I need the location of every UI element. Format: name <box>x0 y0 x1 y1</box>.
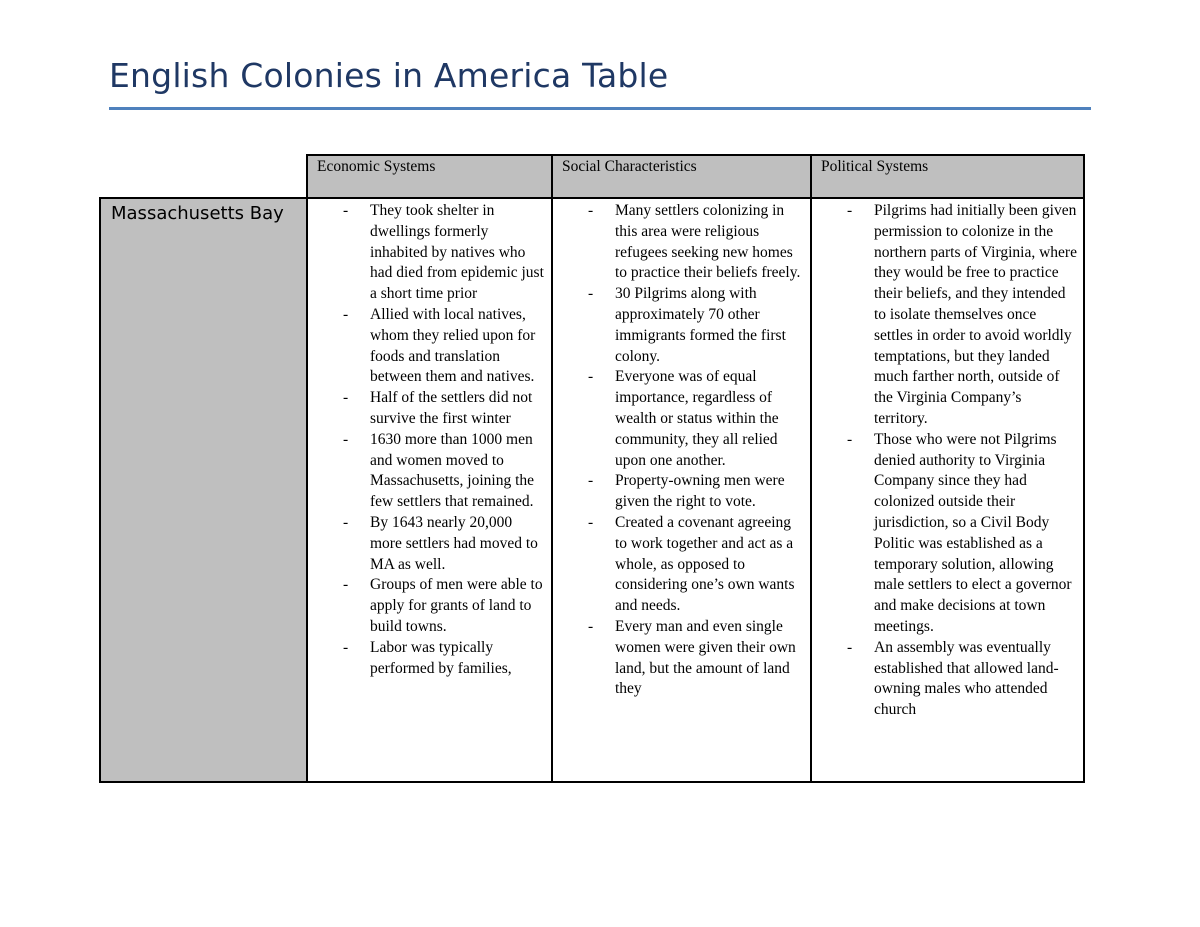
page-title: English Colonies in America Table <box>109 56 669 95</box>
list-item: - Half of the settlers did not survive the first winter <box>343 389 533 427</box>
list-item: - Created a covenant agreeing to work together and act as a whole, as opposed to considering one’s own wants and needs. <box>588 513 795 615</box>
social-characteristics-cell <box>552 198 811 782</box>
table-row <box>100 198 1084 782</box>
row-label-massachusetts-bay: Massachusetts Bay <box>100 198 307 782</box>
colonies-table <box>99 154 1085 783</box>
list-item: - Property-owning men were given the right to vote. <box>588 472 785 511</box>
list-item: - They took shelter in dwellings formerly inhabited by natives who had died from epidemic just a short time prior <box>343 202 544 303</box>
list-item: - Labor was typically performed by families, <box>343 638 512 677</box>
list-item: - By 1643 nearly 20,000 more settlers had moved to MA as well. <box>343 513 538 573</box>
list-item: - Everyone was of equal importance, regardless of wealth or status within the community, they all relied upon one another. <box>588 368 779 469</box>
list-item: - 30 Pilgrims along with approximately 70 other immigrants formed the first colony. <box>588 285 786 365</box>
list-item: - Every man and even single women were given their own land, but the amount of land they <box>588 617 796 698</box>
social-list <box>553 199 810 700</box>
list-item: - An assembly was eventually established that allowed land-owning males who attended church <box>847 638 1059 719</box>
header-row <box>100 155 1084 198</box>
political-list <box>812 199 1083 721</box>
list-item: - Allied with local natives, whom they relied upon for foods and translation between them and natives. <box>343 305 536 386</box>
economic-systems-cell <box>307 198 552 782</box>
list-item: - Groups of men were able to apply for grants of land to build towns. <box>343 576 543 635</box>
list-item: - Many settlers colonizing in this area were religious refugees seeking new homes to practice their beliefs freely. <box>588 202 801 282</box>
header-blank-cell <box>100 155 307 198</box>
list-item: - Pilgrims had initially been given permission to colonize in the northern parts of Virginia, where they would be free to practice their beliefs, and they intended to isolate themselves once settles in order to avoid worldly temptations, but they landed much farther north, outside of the Virginia Company’s territory. <box>847 202 1077 427</box>
political-systems-cell <box>811 198 1084 782</box>
list-item: - 1630 more than 1000 men and women moved to Massachusetts, joining the few settlers that remained. <box>343 430 535 511</box>
economic-list <box>308 199 551 679</box>
list-item: - Those who were not Pilgrims denied authority to Virginia Company since they had colonized outside their jurisdiction, so a Civil Body Politic was established as a temporary solution, allowing male settlers to elect a governor and make decisions at town meetings. <box>847 430 1072 635</box>
header-social-characteristics: Social Characteristics <box>552 155 811 198</box>
header-political-systems: Political Systems <box>811 155 1084 198</box>
title-underline <box>109 107 1091 110</box>
header-economic-systems: Economic Systems <box>307 155 552 198</box>
